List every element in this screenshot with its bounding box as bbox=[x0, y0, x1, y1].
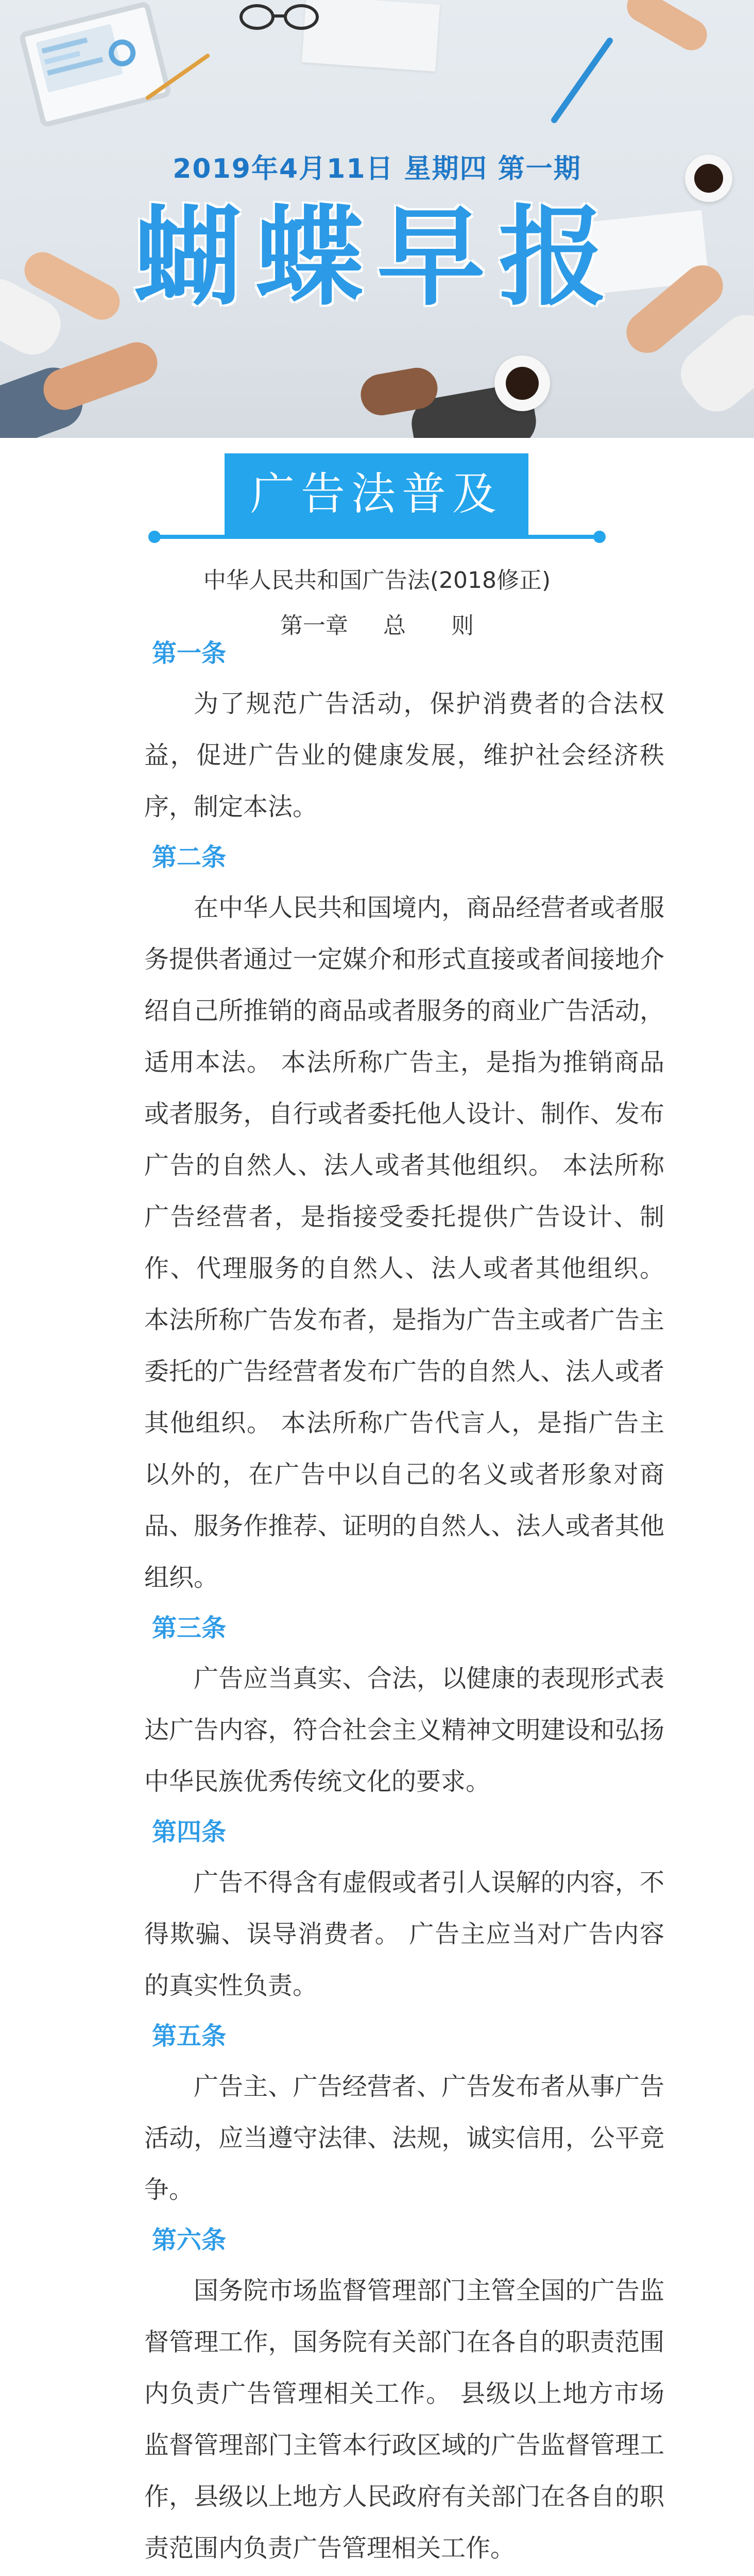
pen-icon bbox=[550, 37, 614, 125]
divider-dot bbox=[593, 531, 606, 543]
glasses-icon bbox=[239, 4, 322, 28]
section-heading bbox=[0, 453, 754, 556]
divider bbox=[152, 535, 601, 539]
article-body: 广告不得含有虚假或者引人误解的内容，不得欺骗、误导消费者。 广告主应当对广告内容的真实性负责。 bbox=[144, 1868, 664, 2000]
hand-decoration bbox=[38, 336, 163, 416]
chapter-name: 总 则 bbox=[383, 613, 474, 639]
document-title: 中华人民共和国广告法(2018修正) bbox=[203, 567, 551, 594]
article-list bbox=[0, 629, 754, 2576]
article-body: 广告应当真实、合法，以健康的表现形式表达广告内容，符合社会主义精神文明建设和弘扬中华民族优秀传统文化的要求。 bbox=[144, 1664, 664, 1796]
article-heading: 第一条 bbox=[152, 639, 227, 668]
article-7 bbox=[0, 2574, 754, 2576]
article-heading: 第二条 bbox=[152, 843, 227, 872]
hero-banner bbox=[0, 0, 754, 438]
divider-dot bbox=[148, 531, 161, 543]
section-heading-label: 广告法普及 bbox=[225, 453, 528, 535]
paper-decoration bbox=[302, 0, 440, 72]
article-body: 广告主、广告经营者、广告发布者从事广告活动，应当遵守法律、法规，诚实信用，公平竞争。 bbox=[144, 2072, 664, 2204]
article-2 bbox=[0, 833, 754, 1603]
article-body: 为了规范广告活动，保护消费者的合法权益，促进广告业的健康发展，维护社会经济秩序，制定本法。 bbox=[144, 689, 664, 821]
article-heading: 第五条 bbox=[152, 2022, 227, 2050]
tablet-decoration bbox=[19, 1, 172, 128]
issue-date: 2019年4月11日 星期四 第一期 bbox=[173, 154, 581, 184]
article-heading: 第四条 bbox=[152, 1818, 227, 1846]
article-body: 国务院市场监督管理部门主管全国的广告监督管理工作，国务院有关部门在各自的职责范围内负责广告管理相关工作。 县级以上地方市场监督管理部门主管本行政区域的广告监督管理工作，县级以上地方人民政府有关部门在各自的职责范围内负责广告管理相关工作。 bbox=[144, 2276, 664, 2563]
article-heading: 第六条 bbox=[152, 2226, 227, 2255]
newsletter-title: 蝴蝶早报 bbox=[133, 194, 620, 320]
chapter-number: 第一章 bbox=[280, 613, 348, 639]
article-heading: 第三条 bbox=[152, 1614, 227, 1642]
hand-decoration bbox=[621, 0, 712, 56]
article-1 bbox=[0, 629, 754, 833]
article-4 bbox=[0, 1807, 754, 2011]
article-body: 在中华人民共和国境内，商品经营者或者服务提供者通过一定媒介和形式直接或者间接地介绍自己所推销的商品或者服务的商业广告活动，适用本法。 本法所称广告主，是指为推销商品或者服务，自行或者委托他人设计、制作、发布广告的自然人、法人或者其他组织。 本法所称广告经营者，是指接受委托提供广告设计、制作、代理服务的自然人、法人或者其他组织。 本法所称广告发布者，是指为广告主或者广告主委托的广告经营者发布广告的自然人、法人或者其他组织。 本法所称广告代言人，是指广告主以外的，在广告中以自己的名义或者形象对商品、服务作推荐、证明的自然人、法人或者其他组织。 bbox=[144, 893, 664, 1592]
article-3 bbox=[0, 1603, 754, 1807]
article-5 bbox=[0, 2011, 754, 2215]
article-heading bbox=[152, 2574, 754, 2576]
article-6 bbox=[0, 2215, 754, 2574]
coffee-cup-icon bbox=[494, 355, 550, 411]
